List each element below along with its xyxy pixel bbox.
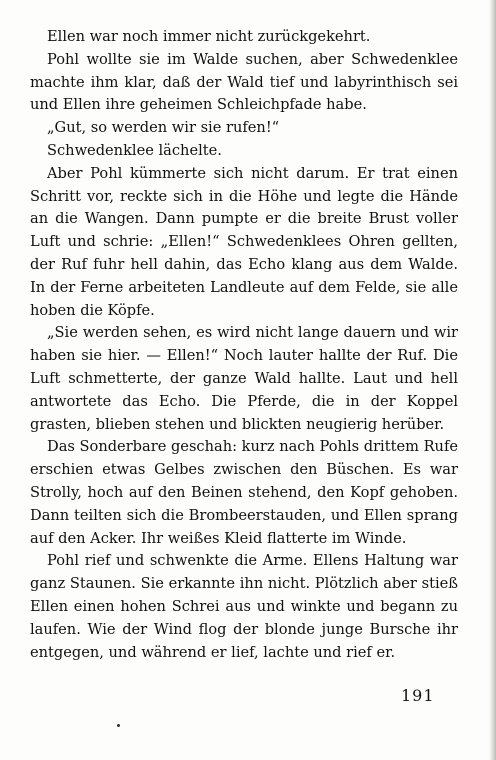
paragraph: „Gut, so werden wir sie rufen!“ bbox=[47, 119, 280, 137]
paragraph: „Sie werden sehen, es wird nicht lange dauern und wir haben sie hier. — Ellen!“ Noch lauter hallte der Ruf. Die Luft schmetterte, der ganze Wald hallte. Laut und hell antwortete das Echo. Die Pferde, die in der Koppel grasten, blieben stehen und blickten neugierig herüber. bbox=[30, 324, 458, 433]
paragraph: Ellen war noch immer nicht zurückgekehrt. bbox=[47, 28, 371, 45]
page-number: 191 bbox=[401, 686, 435, 705]
paragraph: Das Sonderbare geschah: kurz nach Pohls drittem Rufe erschien etwas Gelbes zwischen den Büschen. Es war Strolly, hoch auf den Beinen stehend, den Kopf gehoben. Dann teilten sich die Brombeerstauden, und Ellen sprang auf den Acker. Ihr weißes Kleid flatterte im Winde. bbox=[30, 438, 458, 547]
body-text bbox=[30, 26, 458, 664]
paragraph: Aber Pohl kümmerte sich nicht darum. Er trat einen Schritt vor, reckte sich in die Höhe und legte die Hände an die Wangen. Dann pumpte er die breite Brust voller Luft und schrie: „Ellen!“ Schwedenklees Ohren gellten, der Ruf fuhr hell dahin, das Echo klang aus dem Walde. In der Ferne arbeiteten Landleute auf dem Felde, sie alle hoben die Köpfe. bbox=[30, 164, 458, 319]
print-speck bbox=[117, 724, 120, 727]
paragraph: Pohl rief und schwenkte die Arme. Ellens Haltung war ganz Staunen. Sie erkannte ihn nicht. Plötzlich aber stieß Ellen einen hohen Schrei aus und winkte und begann zu laufen. Wie der Wind flog der blonde junge Bursche ihr entgegen, und während er lief, lachte und rief er. bbox=[30, 552, 458, 661]
paragraph: Schwedenklee lächelte. bbox=[47, 141, 222, 159]
paragraph: Pohl wollte sie im Walde suchen, aber Schwedenklee machte ihm klar, daß der Wald tief und labyrinthisch sei und Ellen ihre geheimen Schleichpfade habe. bbox=[30, 50, 458, 114]
page-edge-shadow bbox=[489, 0, 496, 760]
